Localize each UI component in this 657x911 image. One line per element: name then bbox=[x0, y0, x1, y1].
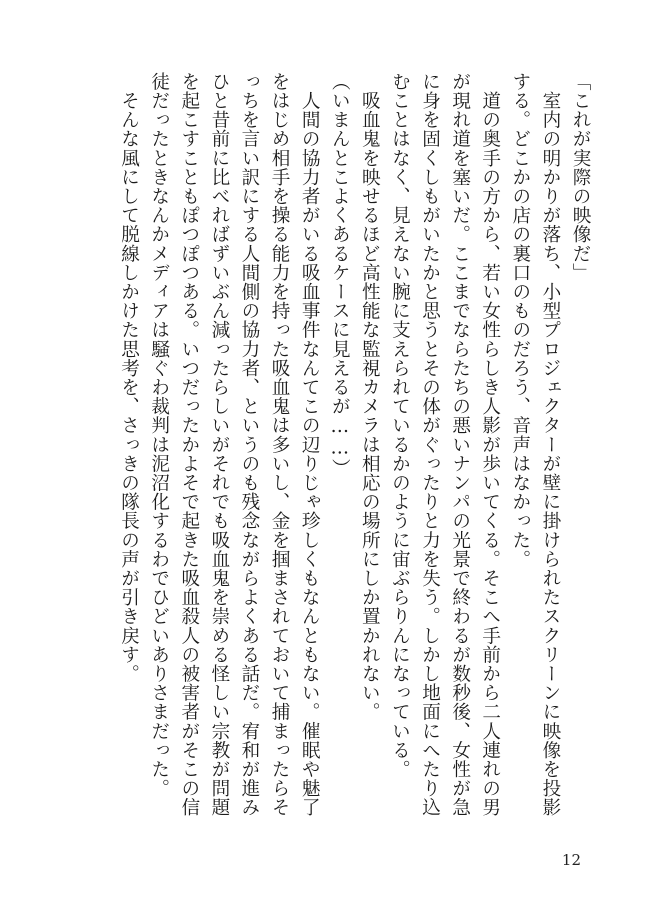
text-line: 「これが実際の映像だ」 bbox=[570, 72, 591, 283]
text-line: に身を固くしもがいたかと思うとその体がぐったりと力を失う。しかし地面にへたり込 bbox=[419, 72, 441, 817]
text-line: 徒だったときなんかメディアは騒ぐわ裁判は泥沼化するわでひどいありさまだった。 bbox=[148, 72, 170, 798]
text-line: そんな風にして脱線しかけた思考を、さっきの隊長の声が引き戻す。 bbox=[118, 72, 140, 684]
page-number: 12 bbox=[561, 851, 581, 869]
text-line: むことはなく、見えない腕に支えられているかのように宙ぶらりんになっている。 bbox=[389, 72, 411, 779]
text-line: 室内の明かりが落ち、小型プロジェクターが壁に掛けられたスクリーンに映像を投影 bbox=[539, 72, 561, 817]
text-line: ひと昔前に比べればずいぶん減ったらしいがそれでも吸血鬼を崇める怪しい宗教が問題 bbox=[208, 72, 230, 817]
text-line: が現れ道を塞いだ。ここまでならたちの悪いナンパの光景で終わるが数秒後、女性が急 bbox=[449, 72, 471, 817]
text-line: 吸血鬼を映せるほど高性能な監視カメラは相応の場所にしか置かれない。 bbox=[359, 72, 381, 722]
text-line: を起こすこともぽつぽつある。いつだったかよそで起きた吸血殺人の被害者がそこの信 bbox=[178, 72, 200, 817]
text-line: （いまんとこよくあるケースに見えるが……） bbox=[329, 72, 351, 478]
vertical-text-body bbox=[114, 72, 596, 817]
text-line: をはじめ相手を操る能力を持った吸血鬼は多いし、金を掴まされておいて捕まったらそ bbox=[269, 72, 291, 817]
text-line: っちを言い訳にする人間側の協力者、というのも残念ながらよくある話だ。宥和が進み bbox=[238, 72, 260, 817]
text-line: する。どこかの店の裏口のものだろう、音声はなかった。 bbox=[509, 72, 531, 569]
text-line: 道の奥手の方から、若い女性らしき人影が歩いてくる。そこへ手前から二人連れの男 bbox=[479, 72, 501, 817]
text-line: 人間の協力者がいる吸血事件なんてこの辺りじゃ珍しくもなんともない。催眠や魅了 bbox=[299, 72, 321, 817]
